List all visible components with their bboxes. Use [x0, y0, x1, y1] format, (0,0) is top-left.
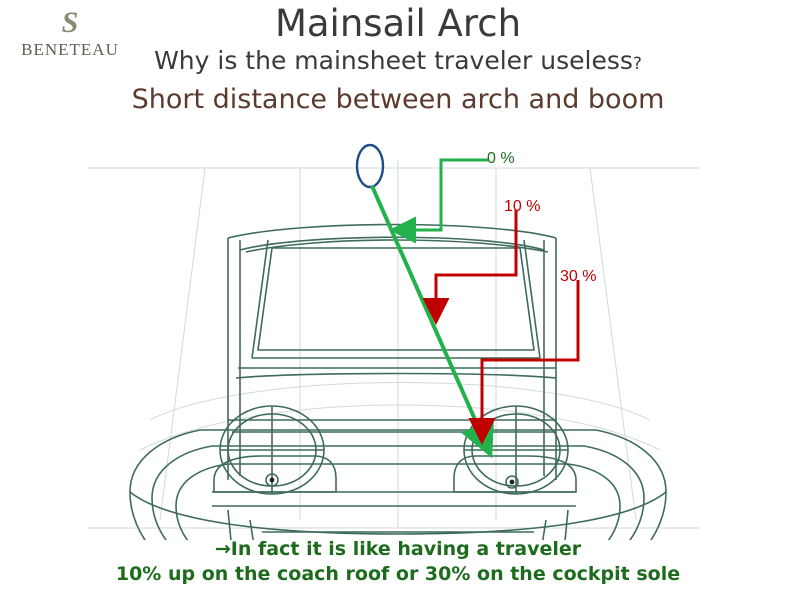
green-sheet-line: [372, 160, 488, 440]
footer-line-1: →In fact it is like having a traveler: [214, 538, 582, 560]
boat-cockpit-diagram: [0, 120, 796, 540]
callout-label-10-percent: 10 %: [504, 198, 541, 215]
callout-label-30-percent: 30 %: [560, 268, 597, 285]
beneteau-wordmark: BENETEAU: [21, 40, 119, 59]
callout-label-0-percent: 0 %: [487, 150, 515, 167]
beneteau-mark-icon: S: [61, 6, 79, 39]
footer-line-2: 10% up on the coach roof or 30% on the cockpit sole: [115, 563, 681, 585]
subtitle-question-mark: ?: [632, 54, 642, 74]
construction-lines: [88, 160, 700, 528]
subtitle-question: [0, 46, 796, 75]
subtitle-text: Why is the mainsheet traveler useless: [154, 46, 633, 75]
mainsheet-block-icon: [357, 145, 383, 187]
subtitle-statement: Short distance between arch and boom: [131, 84, 665, 115]
page-title: Mainsail Arch: [274, 2, 522, 45]
